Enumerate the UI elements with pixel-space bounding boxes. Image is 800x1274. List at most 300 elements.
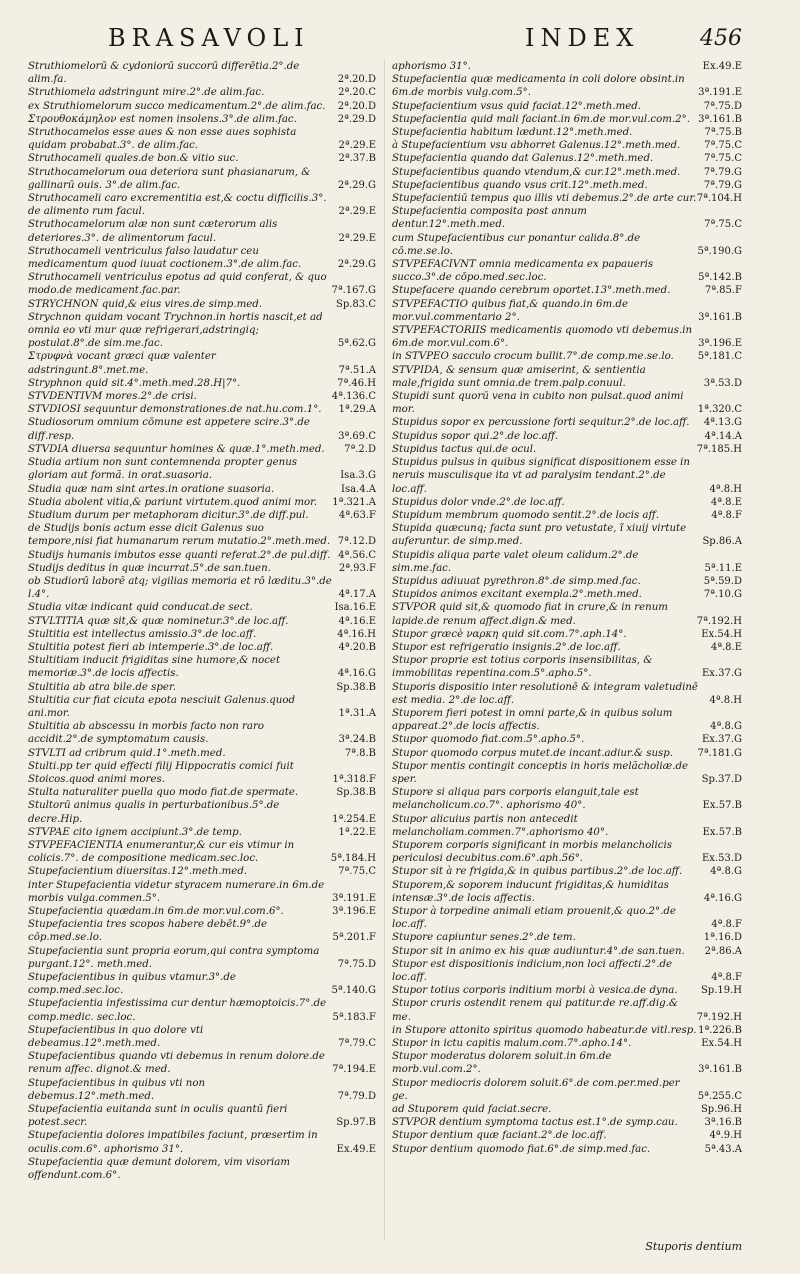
entry-text: Stupefacientibus quando vsus crit.12°.meth.med. bbox=[392, 179, 648, 191]
entry-reference: 5ª.183.F bbox=[332, 1011, 376, 1023]
index-entry bbox=[28, 654, 376, 680]
index-entry bbox=[392, 628, 742, 641]
index-entry bbox=[392, 443, 742, 456]
entry-text: Stupor quomodo fiat.com.5°.apho.5°. bbox=[392, 734, 585, 746]
entry-reference: Sp.86.A bbox=[702, 536, 742, 548]
entry-reference: 1ª.22.E bbox=[338, 826, 376, 838]
entry-text: Stupore si aliqua pars corporis elanguit,tale est melancholicum.co.7°. aphorismo 40°. bbox=[392, 787, 639, 812]
entry-reference: 1ª.16.D bbox=[703, 932, 742, 944]
index-entry bbox=[28, 865, 376, 878]
entry-reference: 7ª.75.B bbox=[704, 127, 742, 139]
entry-reference: 4ª.8.H bbox=[709, 694, 742, 706]
index-entry bbox=[392, 179, 742, 192]
entry-text: STVPEFACIENTIA enumerantur,& cur eis vtimur in colicis.7°. de compositione medicam.sec.loc. bbox=[28, 839, 295, 865]
index-entry bbox=[28, 1103, 376, 1129]
index-entry bbox=[28, 403, 376, 416]
entry-text: Strychnon quidam vocant Trychnon.in hortis nascit,et ad omnia eo vti mur quæ refrigerari,adstringiq; postulat.8°.de sim.me.fac. bbox=[28, 311, 323, 350]
index-entry bbox=[392, 192, 742, 205]
entry-reference: 7ª.2.D bbox=[344, 443, 376, 455]
entry-text: Stupefacientium vsus quid faciat.12°.meth.med. bbox=[392, 100, 642, 112]
index-entry bbox=[392, 232, 742, 258]
entry-text: STVLTITIA quæ sit,& quæ nominetur.3°.de loc.aff. bbox=[28, 615, 289, 627]
entry-text: Stupidos animos excitant exempla.2°.meth.med. bbox=[392, 589, 642, 601]
index-entry bbox=[392, 350, 742, 363]
index-entry bbox=[392, 958, 742, 984]
index-entry bbox=[28, 126, 376, 152]
index-entry bbox=[28, 905, 376, 918]
entry-text: Stupor est dispositionis indicium,non loci affecti.2°.de loc.aff. bbox=[392, 958, 672, 984]
index-entry bbox=[392, 522, 742, 548]
index-entry bbox=[28, 390, 376, 403]
entry-reference: Isa.3.G bbox=[340, 470, 376, 482]
entry-reference: 2ª.29.G bbox=[337, 179, 376, 191]
index-entry bbox=[392, 839, 742, 865]
entry-text: STVPEFACIVNT omnia medicamenta ex papaueris succo.3°.de cōpo.med.sec.loc. bbox=[392, 259, 654, 284]
index-entry bbox=[28, 747, 376, 760]
entry-reference: 2ª.20.D bbox=[337, 100, 376, 112]
entry-text: Stupor totius corporis inditium morbi à vesica.de dyna. bbox=[392, 985, 678, 997]
index-entry bbox=[392, 298, 742, 324]
entry-text: aphorismo 31°. bbox=[392, 61, 471, 72]
entry-reference: 2ª.29.D bbox=[337, 113, 376, 125]
entry-text: Stultitiam inducit frigiditas sine humore,& nocet memoriæ.3°.de locis affectis. bbox=[28, 655, 281, 680]
entry-text: Stupefacientia quæ demunt dolorem, vim visoriam offendunt.com.6°. bbox=[28, 1156, 291, 1182]
entry-text: Stupidi sunt quorū vena in cubito non pulsat.quod animi mor. bbox=[392, 391, 684, 416]
entry-reference: 4ª.17.A bbox=[338, 589, 376, 601]
entry-reference: 5ª.43.A bbox=[704, 1143, 742, 1155]
entry-text: Stupefacientia dolores impatibiles faciunt, præsertim in oculis.com.6°. aphorismo 31°. bbox=[28, 1130, 318, 1155]
entry-reference: 5ª.140.G bbox=[331, 985, 376, 997]
index-entry bbox=[28, 350, 376, 376]
entry-text: Struthocamelos esse aues & non esse aues sophista quidam probabat.3°. de alim.fac. bbox=[28, 127, 297, 152]
index-entry bbox=[392, 588, 742, 601]
index-entry bbox=[392, 641, 742, 654]
index-entry bbox=[392, 430, 742, 443]
index-entry bbox=[392, 813, 742, 839]
index-entry bbox=[28, 1077, 376, 1103]
entry-text: Stulta naturaliter puella quo modo fiat.de spermate. bbox=[28, 787, 299, 799]
entry-reference: 2ª.29.E bbox=[338, 206, 376, 218]
index-entry bbox=[28, 271, 376, 297]
index-entry bbox=[28, 1050, 376, 1076]
entry-text: Stupidus pulsus in quibus significat dispositionem esse in neruis musculisque ita vt ad paralysim tendant.2°.de loc.aff. bbox=[392, 457, 690, 495]
index-entry bbox=[392, 284, 742, 297]
entry-reference: 2ª.86.A bbox=[704, 945, 742, 957]
entry-reference: 1ª.321.A bbox=[332, 496, 376, 508]
index-entry bbox=[28, 311, 376, 351]
index-entry bbox=[28, 1129, 376, 1155]
index-entry bbox=[28, 879, 376, 905]
index-entry bbox=[28, 826, 376, 839]
index-entry bbox=[28, 720, 376, 746]
entry-reference: 4ª.16.G bbox=[337, 668, 376, 680]
header-title: INDEX bbox=[525, 24, 640, 52]
entry-text: inter Stupefacientia videtur styracem numerare.in 6m.de morbis vulga.commen.5°. bbox=[28, 879, 325, 904]
entry-text: Stupor moderatus dolorem soluit.in 6m.de morb.vul.com.2°. bbox=[392, 1051, 612, 1076]
entry-reference: 4ª.20.B bbox=[338, 641, 376, 653]
entry-text: Stupor in ictu capitis malum.com.7°.apho.14°. bbox=[392, 1038, 632, 1050]
entry-text: Stupor sit à re frigida,& in quibus partibus.2°.de loc.aff. bbox=[392, 866, 683, 878]
entry-text: Stultitia ab abscessu in morbis facto non raro accidit.2°.de symptomatum causis. bbox=[28, 721, 264, 746]
entry-reference: 4ª.8.F bbox=[711, 972, 742, 984]
entry-text: Στρουθοκάμηλον est nomen insolens.3°.de alim.fac. bbox=[28, 113, 297, 125]
entry-text: Stupor alicuius partis non antecedit melancholiam.commen.7°.aphorismo 40°. bbox=[392, 813, 609, 838]
entry-text: Stultitia ab atra bile.de sper. bbox=[28, 681, 176, 693]
entry-text: Stupor cruris ostendit renem qui patitur.de re.aff.dig.& me. bbox=[392, 998, 678, 1023]
index-entry bbox=[392, 416, 742, 429]
entry-text: Stupefacientia quæ medicamenta in coli dolore obsint.in 6m.de morbis vulg.com.5°. bbox=[392, 74, 685, 99]
index-entry bbox=[28, 100, 376, 113]
entry-reference: 7ª.79.G bbox=[703, 166, 742, 178]
entry-reference: Ex.37.G bbox=[701, 668, 742, 680]
entry-text: STVPEFACTIO quibus fiat,& quando.in 6m.de mor.vul.commentario 2°. bbox=[392, 298, 628, 323]
index-entry bbox=[392, 1037, 742, 1050]
entry-text: Stupefacientibus in quibus vti non debemus.12°.meth.med. bbox=[28, 1077, 206, 1102]
index-entry bbox=[28, 509, 376, 522]
entry-text: Stupidis aliqua parte valet oleum calidum.2°.de sim.me.fac. bbox=[392, 549, 639, 574]
index-entry bbox=[28, 218, 376, 244]
entry-reference: 1ª.254.E bbox=[332, 813, 376, 825]
entry-text: Struthocameli ventriculus epotus ad quid conferat, & quo modo.de medicament.fac.par. bbox=[28, 272, 327, 297]
entry-reference: 5ª.11.E bbox=[704, 562, 742, 574]
entry-text: ex Struthiomelorum succo medicamentum.2°.de alim.fac. bbox=[28, 100, 326, 112]
entry-text: Stultitia potest fieri ab intemperie.3°.de loc.aff. bbox=[28, 641, 274, 653]
entry-text: Stupefacientium diuersitas.12°.meth.med. bbox=[28, 866, 248, 878]
index-entry bbox=[28, 997, 376, 1023]
index-entry bbox=[392, 984, 742, 997]
entry-text: Stupore capiuntur senes.2°.de tem. bbox=[392, 932, 576, 944]
entry-reference: 3ª.191.E bbox=[698, 87, 742, 99]
entry-reference: 5ª.190.G bbox=[697, 245, 742, 257]
entry-reference: 7ª.51.A bbox=[338, 364, 376, 376]
index-entry bbox=[392, 786, 742, 812]
index-entry bbox=[392, 681, 742, 707]
entry-reference: Ex.49.E bbox=[702, 61, 742, 72]
entry-reference: 2ª.37.B bbox=[338, 153, 376, 165]
entry-text: in Stupore attonito spiritus quomodo habeatur.de vitl.resp. bbox=[392, 1024, 697, 1036]
entry-reference: 4ª.8.G bbox=[710, 866, 742, 878]
entry-reference: 7ª.192.H bbox=[696, 615, 742, 627]
catchword: Stuporis dentium bbox=[645, 1240, 742, 1253]
entry-text: Stupor sit in animo ex his quæ audiuntur.4°.de san.tuen. bbox=[392, 945, 685, 957]
entry-reference: 1ª.29.A bbox=[338, 404, 376, 416]
index-entry bbox=[392, 1129, 742, 1142]
index-entry bbox=[28, 1156, 376, 1182]
entry-reference: 7ª.75.C bbox=[338, 866, 376, 878]
entry-text: STVLTI ad cribrum quid.1°.meth.med. bbox=[28, 747, 226, 759]
entry-reference: 1ª.226.B bbox=[698, 1024, 742, 1036]
entry-text: Struthocameli caro excrementitia est,& coctu difficilis.3°. de alimento rum facul. bbox=[28, 193, 327, 218]
index-entry bbox=[392, 1077, 742, 1103]
entry-text: STVDIOSI sequuntur demonstrationes.de nat.hu.com.1°. bbox=[28, 404, 322, 416]
entry-reference: 7ª.46.H bbox=[337, 377, 376, 389]
entry-text: Stultitia est intellectus amissio.3°.de loc.aff. bbox=[28, 628, 257, 640]
entry-text: Stupefacientia infestissima cur dentur hæmoptoicis.7°.de comp.medic. sec.loc. bbox=[28, 998, 327, 1023]
index-entry bbox=[392, 865, 742, 878]
index-entry bbox=[392, 1050, 742, 1076]
entry-reference: 3ª.161.B bbox=[698, 113, 742, 125]
index-entry bbox=[28, 245, 376, 271]
entry-text: Stupefacientia composita post annum dentur.12°.meth.med. bbox=[392, 206, 587, 231]
entry-reference: Sp.19.H bbox=[700, 985, 742, 997]
index-entry bbox=[392, 997, 742, 1023]
entry-text: STVPIDA, & sensum quæ amiserint, & sentientia male,frigida sunt omnia.de trem.palp.conuul. bbox=[392, 364, 646, 389]
entry-reference: 4ª.8.E bbox=[710, 641, 742, 653]
entry-text: Studia artium non sunt contemnenda propter genus gloriam aut formã. in orat.suasoria. bbox=[28, 457, 298, 482]
entry-reference: 7ª.181.G bbox=[697, 747, 742, 759]
entry-reference: 4ª.8.F bbox=[711, 919, 742, 931]
index-entry bbox=[28, 443, 376, 456]
entry-reference: 7ª.79.G bbox=[703, 179, 742, 191]
index-entry bbox=[28, 601, 376, 614]
entry-reference: 4ª.8.E bbox=[710, 496, 742, 508]
entry-text: Stupor proprie est totius corporis insensibilitas, & immobilitas repentina.com.5°.apho.5°. bbox=[392, 655, 653, 680]
entry-text: Studiosorum omnium cōmune est appetere scire.3°.de diff.resp. bbox=[28, 417, 310, 442]
entry-reference: 4ª.63.F bbox=[338, 509, 376, 521]
index-entry bbox=[392, 1116, 742, 1129]
index-entry bbox=[392, 707, 742, 733]
index-entry bbox=[392, 456, 742, 496]
entry-reference: 3ª.161.B bbox=[698, 311, 742, 323]
entry-reference: 2ª.20.D bbox=[337, 74, 376, 86]
entry-text: Struthocamelorum alæ non sunt cæterorum alis deteriores.3°. de alimentorum facul. bbox=[28, 219, 278, 244]
entry-reference: 7ª.75.D bbox=[337, 958, 376, 970]
entry-text: Studium durum per metaphoram dicitur.3°.de diff.pul. bbox=[28, 509, 309, 521]
entry-reference: Ex.49.E bbox=[336, 1143, 376, 1155]
entry-text: Studia quæ nam sint artes.in oratione suasoria. bbox=[28, 483, 275, 495]
entry-reference: 7ª.79.D bbox=[337, 1090, 376, 1102]
index-entry bbox=[392, 733, 742, 746]
entry-reference: 7ª.8.B bbox=[344, 747, 376, 759]
index-entry bbox=[392, 113, 742, 126]
index-entry bbox=[28, 113, 376, 126]
entry-text: Studia abolent vitia,& pariunt virtutem.quod animi mor. bbox=[28, 496, 318, 508]
index-entry bbox=[28, 298, 376, 311]
entry-reference: 7ª.75.C bbox=[704, 219, 742, 231]
entry-reference: Sp.38.B bbox=[336, 787, 376, 799]
entry-reference: 5ª.201.F bbox=[332, 932, 376, 944]
entry-text: in STVPEO sacculo crocum bullit.7°.de comp.me.se.lo. bbox=[392, 351, 674, 363]
entry-reference: 7ª.192.H bbox=[696, 1011, 742, 1023]
entry-text: de Studijs bonis actum esse dicit Galenus suo tempore,nisi fiat humanarum rerum mutatio.2°.meth.med. bbox=[28, 523, 331, 548]
index-entry bbox=[392, 654, 742, 680]
index-entry bbox=[392, 139, 742, 152]
entry-text: Stultorū animus qualis in perturbationibus.5°.de decre.Hip. bbox=[28, 800, 280, 825]
entry-text: Stupefacientibus in quo dolore vti debeamus.12°.meth.med. bbox=[28, 1024, 204, 1050]
entry-reference: 7ª.194.E bbox=[332, 1064, 376, 1076]
entry-reference: 7ª.75.C bbox=[704, 153, 742, 165]
left-column bbox=[28, 60, 376, 1182]
entry-reference: 3ª.53.D bbox=[703, 377, 742, 389]
index-entry bbox=[392, 879, 742, 905]
index-entry bbox=[392, 364, 742, 390]
entry-text: Στρυφνὰ vocant græci quæ valenter adstringunt.8°.met.me. bbox=[28, 351, 216, 376]
entry-reference: 7ª.10.G bbox=[703, 589, 742, 601]
index-entry bbox=[392, 152, 742, 165]
entry-reference: 7ª.104.H bbox=[696, 193, 742, 205]
entry-text: Studia vitæ indicant quid conducat.de sect. bbox=[28, 602, 253, 614]
entry-reference: 4ª.8.G bbox=[710, 721, 742, 733]
entry-reference: Sp.83.C bbox=[336, 298, 376, 310]
entry-text: Stupor est refrigeratio insignis.2°.de loc.aff. bbox=[392, 641, 621, 653]
index-entry bbox=[28, 760, 376, 786]
entry-reference: 3ª.196.E bbox=[698, 338, 742, 350]
right-column bbox=[392, 60, 742, 1156]
entry-reference: 4ª.8.F bbox=[711, 509, 742, 521]
entry-text: STVPEFACTORIIS medicamentis quomodo vti debemus.in 6m.de mor.vul.com.6°. bbox=[392, 325, 693, 350]
index-entry bbox=[28, 786, 376, 799]
index-entry bbox=[392, 945, 742, 958]
entry-text: Stupefacientibus quando vtendum,& cur.12°.meth.med. bbox=[392, 166, 681, 178]
entry-text: STRYCHNON quid,& eius vires.de simp.med. bbox=[28, 298, 263, 310]
entry-reference: 4ª.13.G bbox=[703, 417, 742, 429]
entry-text: Stuporem fieri potest in omni parte,& in quibus solum appareat.2°.de locis affectis. bbox=[392, 707, 673, 733]
entry-text: Stupor mentis contingit conceptis in horis melãcholiæ.de sper. bbox=[392, 760, 689, 785]
index-entry bbox=[392, 760, 742, 786]
entry-text: STVPOR dentium symptoma tactus est.1°.de symp.cau. bbox=[392, 1117, 678, 1129]
entry-reference: 4ª.14.A bbox=[704, 430, 742, 442]
index-entry bbox=[392, 575, 742, 588]
index-entry bbox=[392, 1143, 742, 1156]
entry-reference: 3ª.191.E bbox=[332, 892, 376, 904]
entry-text: Stupor quomodo corpus mutet.de incant.adiur.& susp. bbox=[392, 747, 674, 759]
entry-reference: 2ª.29.G bbox=[337, 259, 376, 271]
index-entry bbox=[28, 86, 376, 99]
entry-text: Stupidus sopor qui.2°.de loc.aff. bbox=[392, 430, 559, 442]
entry-reference: 1ª.318.F bbox=[332, 773, 376, 785]
entry-reference: Ex.57.B bbox=[702, 826, 742, 838]
entry-text: Stupor mediocris dolorem soluit.6°.de com.per.med.per ge. bbox=[392, 1077, 680, 1102]
entry-reference: 5ª.142.B bbox=[698, 272, 742, 284]
index-entry bbox=[28, 945, 376, 971]
entry-text: STVDENTIVM mores.2°.de crisi. bbox=[28, 391, 197, 403]
entry-reference: Ex.37.G bbox=[701, 734, 742, 746]
index-entry bbox=[392, 549, 742, 575]
index-entry bbox=[28, 839, 376, 865]
entry-reference: 3ª.16.B bbox=[704, 1117, 742, 1129]
entry-reference: Ex.57.B bbox=[702, 800, 742, 812]
index-entry bbox=[28, 562, 376, 575]
entry-reference: 3ª.196.E bbox=[332, 906, 376, 917]
index-entry bbox=[28, 416, 376, 442]
entry-text: Stupor dentium quomodo fiat.6°.de simp.med.fac. bbox=[392, 1143, 651, 1155]
index-entry bbox=[28, 971, 376, 997]
entry-reference: 5ª.59.D bbox=[703, 575, 742, 587]
entry-text: à Stupefacientium vsu abhorret Galenus.12°.meth.med. bbox=[392, 140, 681, 152]
entry-reference: 7ª.75.C bbox=[704, 140, 742, 152]
entry-reference: 5ª.62.G bbox=[337, 338, 376, 350]
entry-reference: 7ª.75.D bbox=[703, 100, 742, 112]
index-entry bbox=[28, 60, 376, 86]
entry-text: Stupefacientiū tempus quo illis vti debemus.2°.de arte cur. bbox=[392, 193, 697, 205]
entry-text: Stupefacere quando cerebrum oportet.13°.meth.med. bbox=[392, 285, 671, 297]
entry-text: Stupor græcè ναρκη quid sit.com.7°.aph.14°. bbox=[392, 628, 627, 640]
entry-text: Stupidus sopor ex percussione forti sequitur.2°.de loc.aff. bbox=[392, 417, 690, 429]
entry-text: STVDIA diuersa sequuntur homines & quæ.1°.meth.med. bbox=[28, 443, 325, 455]
entry-reference: 4ª.8.H bbox=[709, 483, 742, 495]
entry-reference: Ex.54.H bbox=[701, 628, 742, 640]
entry-text: STVPAE cito ignem accipiunt.3°.de temp. bbox=[28, 826, 242, 838]
entry-reference: 3ª.69.C bbox=[338, 430, 376, 442]
entry-reference: 7ª.185.H bbox=[696, 443, 742, 455]
index-entry bbox=[392, 100, 742, 113]
index-entry bbox=[392, 496, 742, 509]
entry-reference: Sp.38.B bbox=[336, 681, 376, 693]
index-entry bbox=[392, 324, 742, 350]
entry-reference: 7ª.85.F bbox=[704, 285, 742, 297]
index-entry bbox=[392, 390, 742, 416]
entry-text: Stupidus dolor vnde.2°.de loc.aff. bbox=[392, 496, 565, 508]
entry-text: Struthocameli quales.de bon.& vitio suc. bbox=[28, 153, 239, 165]
entry-text: Stultitia cur fiat cicuta epota nesciuit Galenus.quod ani.mor. bbox=[28, 694, 295, 719]
entry-text: Stupefacientia quando dat Galenus.12°.meth.med. bbox=[392, 153, 654, 165]
page-number: 456 bbox=[700, 26, 742, 51]
entry-text: Stuporis dispositio inter resolutionē & integram valetudinē est media. 2°.de loc.aff. bbox=[392, 681, 698, 706]
entry-text: Stupor dentium quæ faciant.2°.de loc.aff. bbox=[392, 1130, 607, 1142]
index-entry bbox=[392, 60, 742, 73]
entry-text: Struthiomelorū & cydoniorū succorū differētia.2°.de alim.fa. bbox=[28, 61, 300, 86]
entry-reference: 1ª.320.C bbox=[697, 404, 742, 416]
index-entry bbox=[28, 377, 376, 390]
index-entry bbox=[392, 601, 742, 627]
index-entry bbox=[392, 1024, 742, 1037]
header-author: BRASAVOLI bbox=[108, 24, 310, 52]
entry-text: Stupefacientia quædam.in 6m.de mor.vul.com.6°. bbox=[28, 906, 284, 917]
index-entry bbox=[28, 918, 376, 944]
index-entry bbox=[28, 1024, 376, 1050]
index-entry bbox=[392, 1103, 742, 1116]
index-entry bbox=[392, 747, 742, 760]
entry-reference: 4ª.16.E bbox=[338, 615, 376, 627]
entry-text: Studijs deditus in quæ incurrat.5°.de san.tuen. bbox=[28, 562, 271, 574]
entry-text: STVPOR quid sit,& quomodo fiat in crure,& in renum lapide.de renum affect.dign.& med. bbox=[392, 602, 668, 627]
entry-text: Stupefacientibus in quibus vtamur.3°.de comp.med.sec.loc. bbox=[28, 972, 236, 997]
index-entry bbox=[28, 615, 376, 628]
entry-text: ob Studiorū laborē atq; vigilias memoria et rō læditu.3°.de l.4°. bbox=[28, 575, 332, 601]
entry-reference: Ex.54.H bbox=[701, 1038, 742, 1050]
entry-reference: 4ª.16.H bbox=[337, 628, 376, 640]
entry-text: Stupida quæcunq; facta sunt pro vetustate, ĩ xiuij virtute auferuntur. de simp.med. bbox=[392, 523, 687, 548]
index-entry bbox=[28, 456, 376, 482]
entry-reference: 3ª.24.B bbox=[338, 734, 376, 746]
index-entry bbox=[392, 126, 742, 139]
entry-reference: Isa.4.A bbox=[341, 483, 376, 495]
entry-reference: 5ª.184.H bbox=[330, 853, 376, 865]
index-entry bbox=[28, 681, 376, 694]
entry-text: Stupefacientibus quando vti debemus in renum dolore.de renum affec. dignot.& med. bbox=[28, 1051, 325, 1076]
entry-reference: Ex.53.D bbox=[701, 853, 742, 865]
entry-text: Stupidus adiuuat pyrethron.8°.de simp.med.fac. bbox=[392, 575, 641, 587]
index-entry bbox=[392, 166, 742, 179]
index-entry bbox=[28, 549, 376, 562]
entry-text: Stupidum membrum quomodo sentit.2°.de locis aff. bbox=[392, 509, 659, 521]
entry-reference: 7ª.79.C bbox=[338, 1038, 376, 1050]
entry-reference: 1ª.31.A bbox=[338, 707, 376, 719]
entry-reference: 7ª.12.D bbox=[337, 536, 376, 548]
index-entry bbox=[392, 931, 742, 944]
running-header bbox=[28, 22, 780, 60]
entry-text: Studijs humanis imbutos esse quanti referat.2°.de pul.diff. bbox=[28, 549, 331, 561]
index-entry bbox=[28, 152, 376, 165]
entry-text: cum Stupefacientibus cur ponantur calida.8°.de cō.me.se.lo. bbox=[392, 232, 641, 257]
entry-reference: 4ª.16.G bbox=[703, 892, 742, 904]
entry-reference: Isa.16.E bbox=[334, 602, 376, 614]
entry-reference: 2ª.29.E bbox=[338, 232, 376, 244]
index-entry bbox=[392, 905, 742, 931]
entry-reference: Sp.96.H bbox=[700, 1104, 742, 1116]
entry-text: Stryphnon quid sit.4°.meth.med.28.H|7°. bbox=[28, 377, 241, 389]
entry-text: ad Stuporem quid faciat.secre. bbox=[392, 1104, 552, 1116]
